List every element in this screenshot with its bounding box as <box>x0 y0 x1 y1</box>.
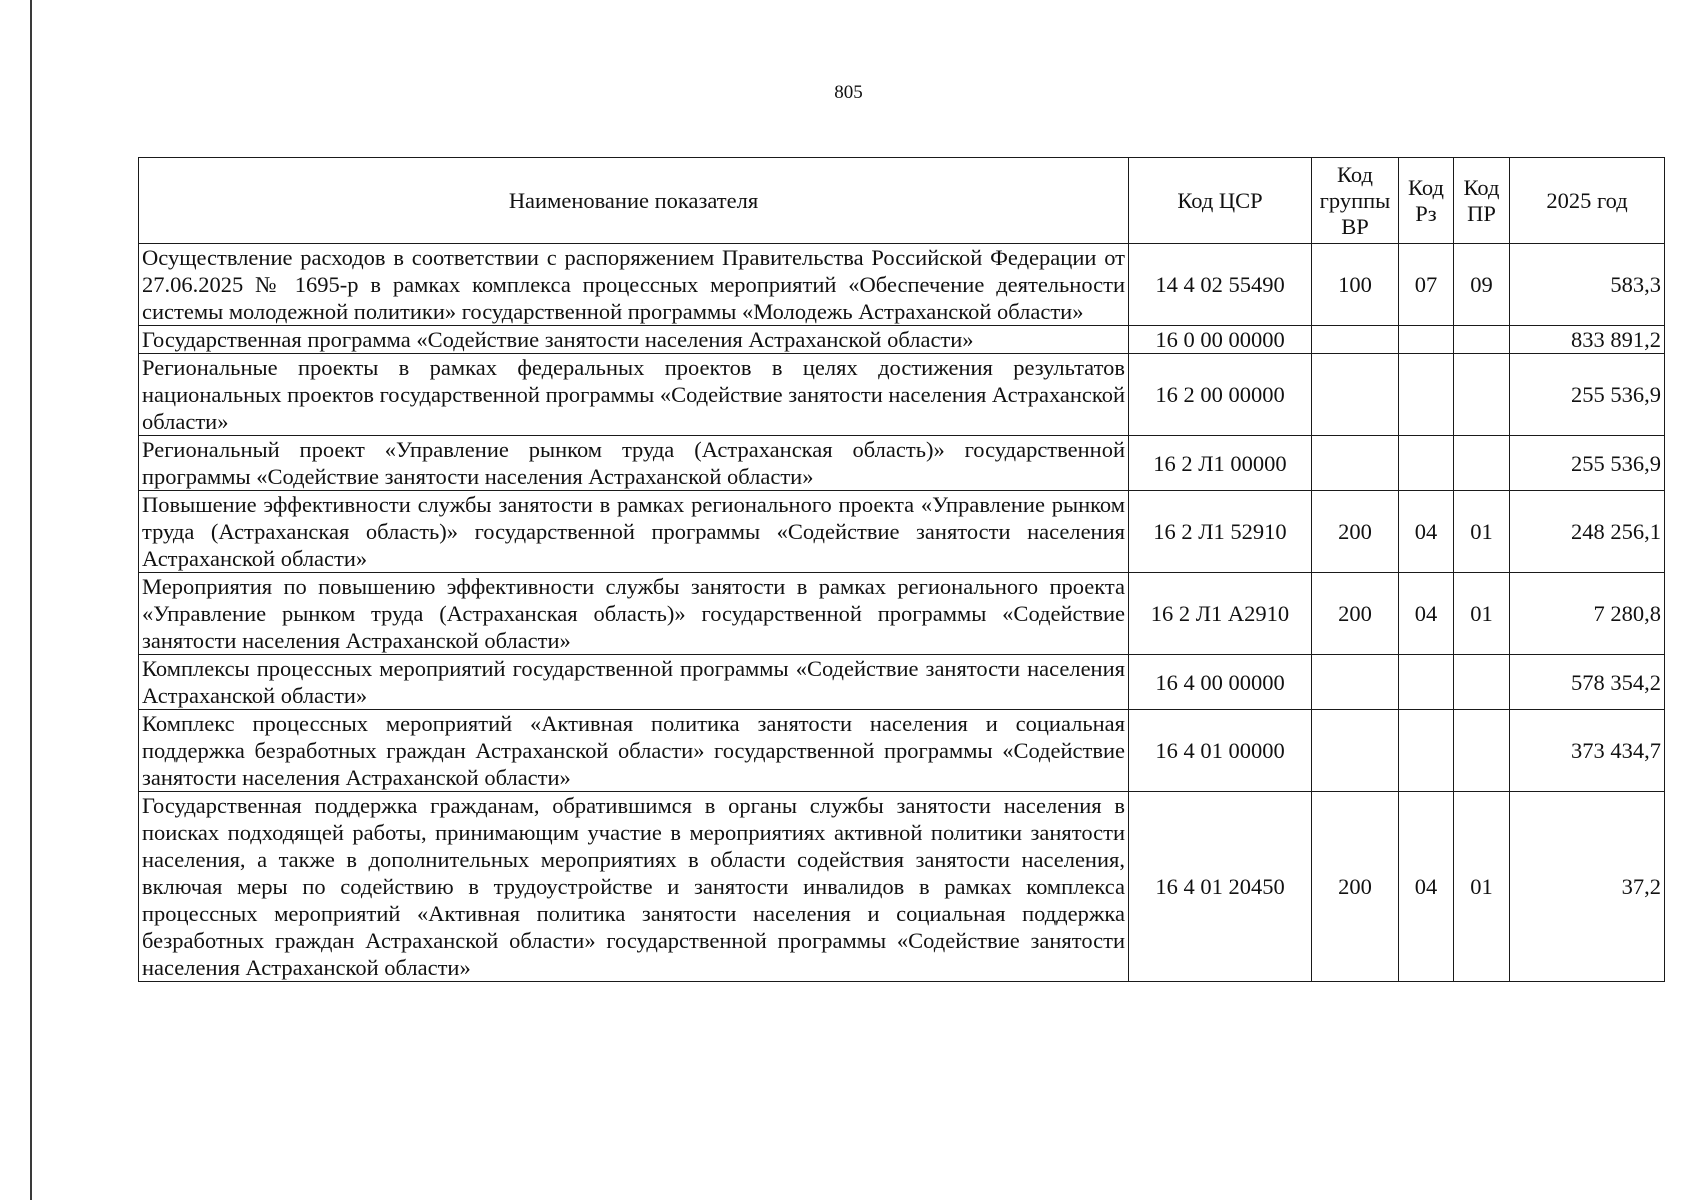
row-csr: 14 4 02 55490 <box>1129 244 1312 326</box>
row-name: Государственная программа «Содействие занятости населения Астраханской области» <box>139 326 1129 354</box>
header-vr-line-1: Код <box>1337 161 1373 187</box>
row-vr: 200 <box>1312 573 1399 655</box>
row-amount: 248 256,1 <box>1510 491 1665 573</box>
row-csr: 16 2 Л1 00000 <box>1129 436 1312 491</box>
row-rz <box>1399 655 1454 710</box>
row-pr <box>1454 354 1510 436</box>
row-rz <box>1399 436 1454 491</box>
row-name: Мероприятия по повышению эффективности службы занятости в рамках регионального проекта «Управление рынком труда (Астраханская область)» государственной программы «Содействие занятости населения Астраханской области» <box>139 573 1129 655</box>
row-amount: 583,3 <box>1510 244 1665 326</box>
row-csr: 16 0 00 00000 <box>1129 326 1312 354</box>
header-rz-line-1: Код <box>1408 174 1444 200</box>
header-rz <box>1399 158 1454 244</box>
row-name: Повышение эффективности службы занятости в рамках регионального проекта «Управление рынком труда (Астраханская область)» государственной программы «Содействие занятости населения Астраханской области» <box>139 491 1129 573</box>
row-rz <box>1399 326 1454 354</box>
row-rz: 04 <box>1399 792 1454 982</box>
header-pr <box>1454 158 1510 244</box>
row-amount: 578 354,2 <box>1510 655 1665 710</box>
table-row <box>139 491 1665 573</box>
row-vr <box>1312 436 1399 491</box>
row-name: Государственная поддержка гражданам, обратившимся в органы службы занятости населения в поисках подходящей работы, принимающим участие в мероприятиях активной политики занятости населения, а также в дополнительных мероприятиях в области содействия занятости населения, включая меры по содействию в трудоустройстве и занятости инвалидов в рамках комплекса процессных мероприятий «Активная политика занятости населения и социальная поддержка безработных граждан Астраханской области» государственной программы «Содействие занятости населения Астраханской области» <box>139 792 1129 982</box>
row-vr <box>1312 655 1399 710</box>
row-pr <box>1454 655 1510 710</box>
row-amount: 255 536,9 <box>1510 436 1665 491</box>
row-csr: 16 2 Л1 52910 <box>1129 491 1312 573</box>
row-name: Комплекс процессных мероприятий «Активная политика занятости населения и социальная поддержка безработных граждан Астраханской области» государственной программы «Содействие занятости населения Астраханской области» <box>139 710 1129 792</box>
row-csr: 16 4 00 00000 <box>1129 655 1312 710</box>
table-row <box>139 792 1665 982</box>
row-pr <box>1454 326 1510 354</box>
table-row <box>139 436 1665 491</box>
table-row <box>139 326 1665 354</box>
row-pr <box>1454 436 1510 491</box>
table-row <box>139 573 1665 655</box>
page-number: 805 <box>834 82 863 103</box>
row-csr: 16 2 00 00000 <box>1129 354 1312 436</box>
budget-table <box>138 157 1665 982</box>
row-csr: 16 4 01 00000 <box>1129 710 1312 792</box>
row-pr: 09 <box>1454 244 1510 326</box>
table-row <box>139 354 1665 436</box>
row-pr <box>1454 710 1510 792</box>
row-vr: 100 <box>1312 244 1399 326</box>
row-vr: 200 <box>1312 792 1399 982</box>
row-amount: 37,2 <box>1510 792 1665 982</box>
row-name: Комплексы процессных мероприятий государственной программы «Содействие занятости населения Астраханской области» <box>139 655 1129 710</box>
row-name: Осуществление расходов в соответствии с распоряжением Правительства Российской Федерации от 27.06.2025 № 1695-р в рамках комплекса процессных мероприятий «Обеспечение деятельности системы молодежной политики» государственной программы «Молодежь Астраханской области» <box>139 244 1129 326</box>
row-csr: 16 2 Л1 А2910 <box>1129 573 1312 655</box>
row-amount: 833 891,2 <box>1510 326 1665 354</box>
header-pr-line-2: ПР <box>1467 200 1496 226</box>
row-pr: 01 <box>1454 491 1510 573</box>
row-name: Региональный проект «Управление рынком труда (Астраханская область)» государственной программы «Содействие занятости населения Астраханской области» <box>139 436 1129 491</box>
row-vr <box>1312 354 1399 436</box>
header-year: 2025 год <box>1510 158 1665 244</box>
row-amount: 255 536,9 <box>1510 354 1665 436</box>
header-vr <box>1312 158 1399 244</box>
table-row <box>139 655 1665 710</box>
row-csr: 16 4 01 20450 <box>1129 792 1312 982</box>
row-rz <box>1399 710 1454 792</box>
row-rz: 04 <box>1399 491 1454 573</box>
row-amount: 373 434,7 <box>1510 710 1665 792</box>
table-row <box>139 244 1665 326</box>
row-amount: 7 280,8 <box>1510 573 1665 655</box>
row-pr: 01 <box>1454 573 1510 655</box>
row-pr: 01 <box>1454 792 1510 982</box>
table-row <box>139 710 1665 792</box>
header-name: Наименование показателя <box>139 158 1129 244</box>
left-margin-rule <box>30 0 32 1200</box>
table-header-row <box>139 158 1665 244</box>
header-pr-line-1: Код <box>1463 174 1500 200</box>
row-vr <box>1312 326 1399 354</box>
header-vr-line-3: ВР <box>1341 213 1369 239</box>
row-vr <box>1312 710 1399 792</box>
header-csr: Код ЦСР <box>1129 158 1312 244</box>
row-name: Региональные проекты в рамках федеральных проектов в целях достижения результатов национальных проектов государственной программы «Содействие занятости населения Астраханской области» <box>139 354 1129 436</box>
row-rz: 07 <box>1399 244 1454 326</box>
header-rz-line-2: Рз <box>1415 200 1437 226</box>
row-vr: 200 <box>1312 491 1399 573</box>
row-rz <box>1399 354 1454 436</box>
row-rz: 04 <box>1399 573 1454 655</box>
header-vr-line-2: группы <box>1319 187 1391 213</box>
